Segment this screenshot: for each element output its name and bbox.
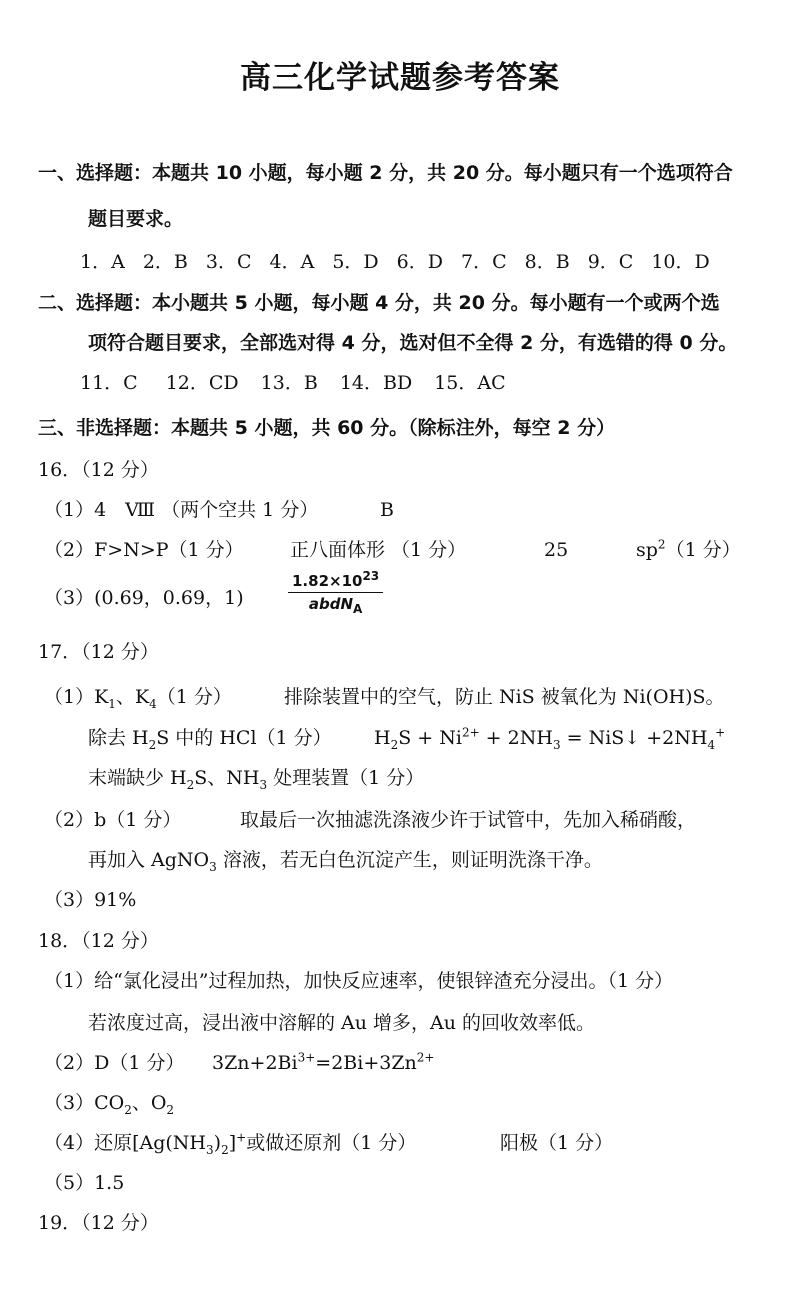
sub: 1 (108, 696, 116, 711)
q16-part2-hybrid (636, 537, 741, 563)
sub: 3 (552, 737, 561, 752)
text: （3）CO (44, 1092, 125, 1114)
text: H (374, 727, 391, 749)
section-3-heading: 三、非选择题：本题共 5 小题，共 60 分。（除标注外，每空 2 分） (38, 417, 616, 439)
sub: 3 (206, 1142, 214, 1157)
sub: 2 (186, 777, 195, 792)
section-1-heading: 一、选择题：本题共 10 小题，每小题 2 分，共 20 分。每小题只有一个选项符合 (38, 162, 733, 184)
q16-part1-answer-b: B (380, 499, 394, 521)
text: 末端缺少 H (88, 767, 187, 789)
q17-part1-a (44, 684, 232, 710)
answer-12: 12．CD (165, 372, 239, 394)
sub: 3 (209, 859, 217, 874)
text: S + Ni (398, 727, 462, 749)
text: 再加入 AgNO (88, 849, 210, 871)
text: 、K (115, 686, 150, 708)
sup: + (715, 725, 726, 740)
q16-part2-shape: 正八面体形 （1 分） (290, 539, 467, 561)
q18-part5: （5）1.5 (44, 1172, 125, 1194)
section-1-answers (80, 249, 728, 275)
text: 3Zn+2Bi (212, 1052, 298, 1074)
text: + 2NH (479, 727, 553, 749)
q18-part3 (44, 1090, 174, 1116)
q16-heading: 16．（12 分） (38, 459, 159, 481)
answer-2: 2．B (142, 251, 188, 273)
q16-part3: （3）(0.69，0.69，1) (44, 587, 244, 609)
answer-6: 6．D (396, 251, 443, 273)
q17-equation (374, 725, 725, 751)
numerator-exp: 23 (362, 569, 380, 583)
text: = NiS↓ +2NH (560, 727, 708, 749)
text: （4）还原[Ag(NH (44, 1132, 206, 1154)
q17-part3: （3）91% (44, 889, 137, 911)
sub: 2 (124, 1102, 132, 1117)
section-2-answers (80, 370, 524, 396)
sub: 2 (390, 737, 399, 752)
sup: + (236, 1130, 247, 1145)
sub: 3 (259, 777, 268, 792)
sub: 2 (166, 1102, 175, 1117)
answer-1: 1．A (80, 251, 125, 273)
text: 处理装置（1 分） (267, 767, 425, 789)
sub: 2 (148, 737, 157, 752)
hybrid-text: sp (636, 539, 658, 561)
answer-10: 10．D (651, 251, 710, 273)
q18-part4 (44, 1130, 416, 1156)
q17-part2-a: （2）b（1 分） (44, 809, 182, 831)
section-1-heading-cont: 题目要求。 (88, 208, 184, 230)
sup: 2+ (461, 725, 480, 740)
numerator-text: 1.82×10 (292, 572, 363, 590)
answer-8: 8．B (524, 251, 570, 273)
q16-part2-number: 25 (544, 539, 569, 561)
answer-4: 4．A (269, 251, 315, 273)
hybrid-sup: 2 (657, 537, 666, 552)
q17-part1-d (88, 765, 424, 791)
q17-heading: 17．（12 分） (38, 641, 159, 663)
answer-15: 15．AC (434, 372, 506, 394)
q18-part2-a: （2）D（1 分） (44, 1052, 185, 1074)
q16-part1: （1）4 Ⅷ （两个空共 1 分） (44, 499, 319, 521)
sub: 4 (149, 696, 157, 711)
answer-13: 13．B (260, 372, 318, 394)
hybrid-score: （1 分） (665, 539, 741, 561)
section-2-heading: 二、选择题：本小题共 5 小题，每小题 4 分，共 20 分。每小题有一个或两个选 (38, 292, 720, 314)
q17-part1-b: 排除装置中的空气，防止 NiS 被氧化为 Ni(OH)S。 (284, 686, 725, 708)
text: 或做还原剂（1 分） (246, 1132, 417, 1154)
answer-9: 9．C (587, 251, 634, 273)
text: ) (213, 1132, 222, 1154)
text: ] (228, 1132, 237, 1154)
q18-part2-equation (212, 1050, 434, 1076)
q16-part2: （2）F>N>P（1 分） (44, 539, 244, 561)
page-title: 高三化学试题参考答案 (240, 60, 560, 96)
q17-part1-c (88, 725, 332, 751)
text: （1 分） (156, 686, 232, 708)
q16-fraction (288, 569, 383, 616)
text: 除去 H (88, 727, 149, 749)
denominator-text: abdN (308, 595, 353, 613)
q18-part1-b: 若浓度过高，浸出液中溶解的 Au 增多，Au 的回收效率低。 (88, 1012, 596, 1034)
text: （1）K (44, 686, 109, 708)
answer-11: 11．C (80, 372, 138, 394)
fraction-numerator (288, 569, 383, 593)
text: S 中的 HCl（1 分） (156, 727, 332, 749)
text: 、O (131, 1092, 167, 1114)
sup: 3+ (297, 1050, 316, 1065)
answer-14: 14．BD (339, 372, 413, 394)
fraction-denominator (288, 593, 383, 616)
sub: 2 (221, 1142, 229, 1157)
q18-heading: 18．（12 分） (38, 930, 159, 952)
answer-3: 3．C (205, 251, 252, 273)
answer-5: 5．D (332, 251, 379, 273)
text: 溶液，若无白色沉淀产生，则证明洗涤干净。 (216, 849, 603, 871)
answer-7: 7．C (460, 251, 507, 273)
section-2-heading-cont: 项符合题目要求，全部选对得 4 分，选对但不全得 2 分，有选错的得 0 分。 (88, 332, 738, 354)
denominator-sub: A (353, 602, 363, 616)
q17-part2-b: 取最后一次抽滤洗涤液少许于试管中，先加入稀硝酸， (240, 809, 697, 831)
text: =2Bi+3Zn (315, 1052, 417, 1074)
text: S、NH (194, 767, 260, 789)
q18-part1-a: （1）给“氯化浸出”过程加热，加快反应速率，使银锌渣充分浸出。（1 分） (44, 970, 674, 992)
q19-heading: 19．（12 分） (38, 1212, 159, 1234)
q17-part2-c (88, 847, 603, 873)
sub: 4 (707, 737, 716, 752)
sup: 2+ (416, 1050, 435, 1065)
q18-part4-b: 阳极（1 分） (500, 1132, 614, 1154)
